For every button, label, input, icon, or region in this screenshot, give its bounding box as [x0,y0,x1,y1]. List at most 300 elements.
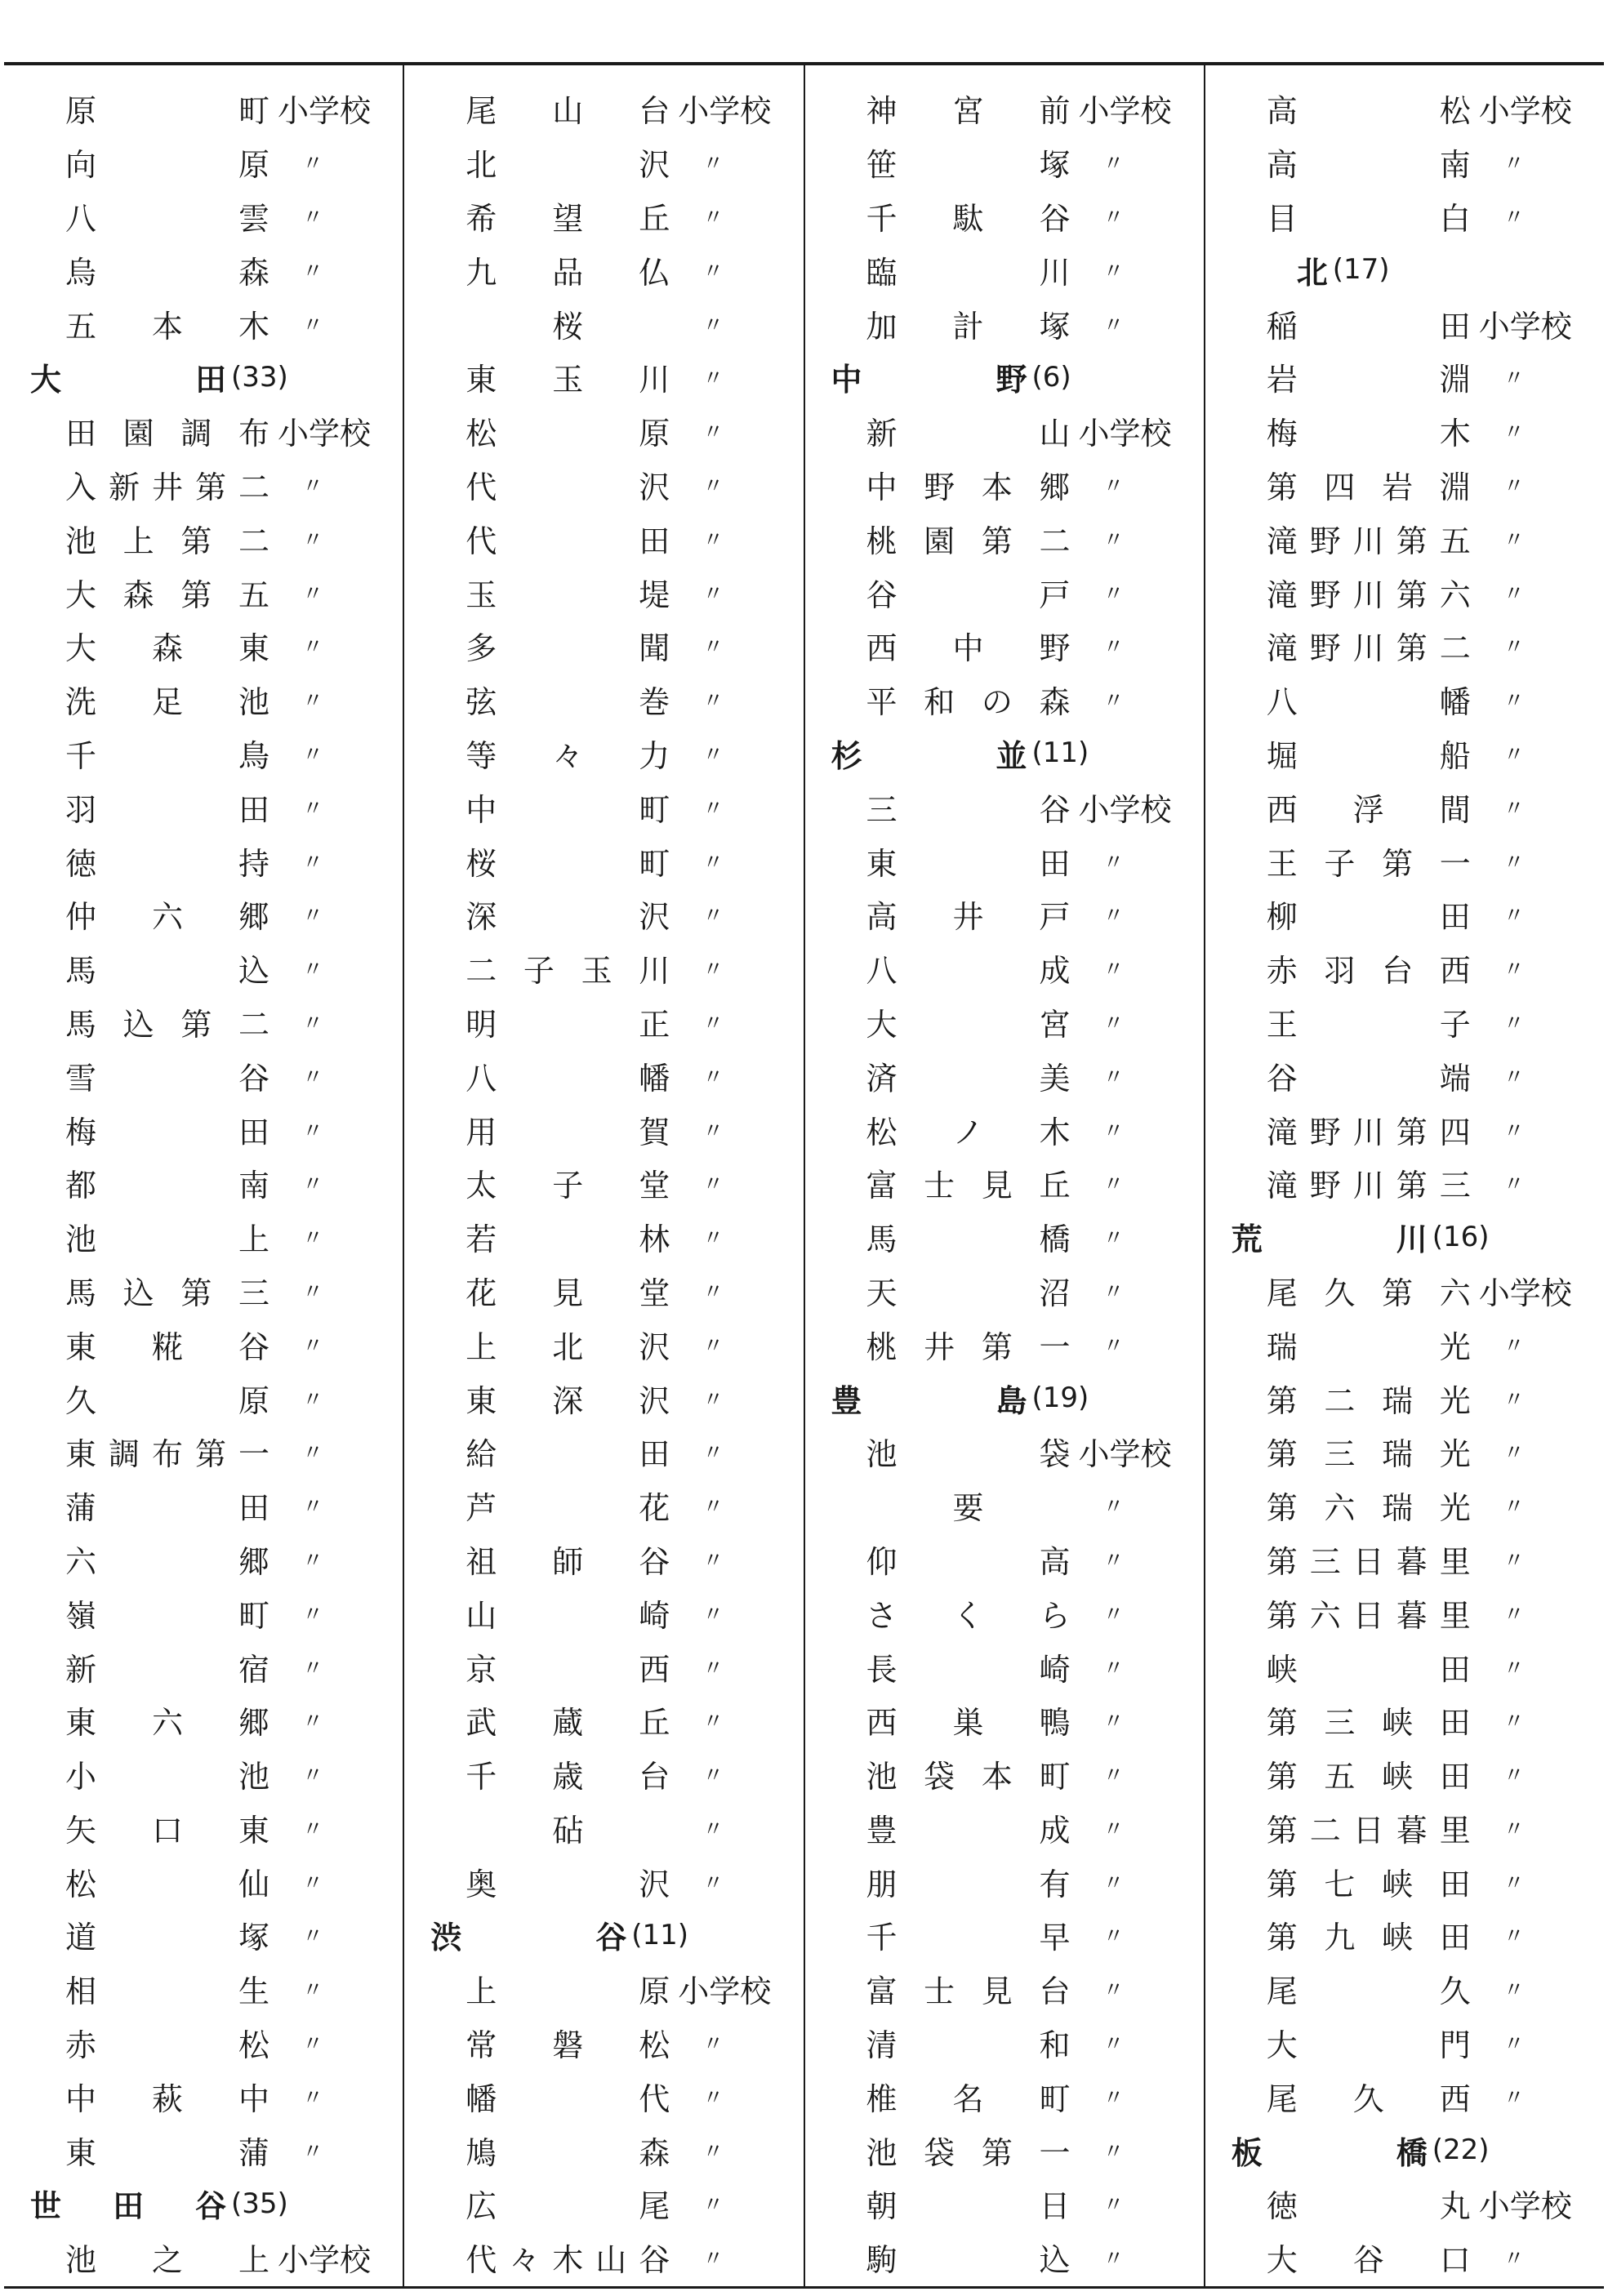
school-name: 馬 込 第 二 [65,1006,269,1043]
school-row [1205,673,1604,727]
school-row [404,1640,803,1693]
ditto-mark: 〃 [1503,1871,1525,1896]
ward-school-count: (17) [1332,253,1390,287]
ditto-mark: 〃 [702,1333,724,1359]
school-row [1205,350,1604,404]
ditto-mark: 〃 [702,152,724,177]
school-row [4,1962,403,2016]
ditto-mark: 〃 [1102,205,1125,230]
school-name: 三 谷 [866,791,1071,828]
school-name: 豊 成 [866,1812,1071,1849]
school-row [4,995,403,1049]
school-name: 西 中 野 [866,630,1071,667]
school-name: 奥 沢 [465,1866,670,1902]
school-name: 第 三 日 暮 里 [1266,1543,1471,1580]
ward-name: 豊 島 [831,1382,1027,1419]
ditto-mark: 〃 [1102,527,1125,553]
school-name: 第 六 日 暮 里 [1266,1597,1471,1634]
ditto-mark: 〃 [702,1764,724,1789]
school-name: 笹 塚 [866,147,1071,184]
ditto-mark: 〃 [1102,1172,1125,1198]
ditto-mark: 〃 [702,2032,724,2058]
school-name: 芦 花 [465,1490,670,1527]
school-row [4,565,403,619]
school-row [404,1479,803,1533]
school-row [4,511,403,565]
school-name: 赤 松 [65,2027,269,2064]
ditto-mark: 〃 [1503,1119,1525,1144]
school-row [1205,941,1604,995]
school-row [4,941,403,995]
ditto-mark: 〃 [302,1279,324,1305]
ditto-mark: 〃 [1503,1978,1525,2004]
school-row [1205,2177,1604,2231]
school-name: 八 雲 [65,200,269,237]
school-row [404,1317,803,1371]
school-name: 滝 野 川 第 三 [1266,1168,1471,1204]
school-row [805,1317,1204,1371]
school-name: 東 玉 川 [465,362,670,398]
ditto-mark: 〃 [1102,635,1125,661]
school-name: 松 仙 [65,1866,269,1902]
ditto-mark: 〃 [702,2085,724,2111]
school-row [404,296,803,350]
ditto-mark: 〃 [702,2247,724,2272]
school-name: 希 望 丘 [465,200,670,237]
school-row [1205,1425,1604,1479]
ditto-mark: 〃 [302,904,324,929]
school-row [404,136,803,189]
school-name: 嶺 町 [65,1597,269,1634]
ditto-mark: 〃 [302,1924,324,1950]
school-row [1205,1586,1604,1640]
school-row [1205,780,1604,834]
school-row [805,780,1204,834]
school-row [4,2016,403,2070]
school-name: 松 ノ 木 [866,1114,1071,1150]
school-row [1205,1533,1604,1586]
school-name: 天 沼 [866,1275,1071,1311]
school-name: 目 白 [1266,200,1471,237]
school-row [805,2069,1204,2123]
school-row [805,296,1204,350]
school-suffix: 小学校 [1078,791,1172,828]
column-1 [4,65,403,2286]
ward-name: 荒 川 [1231,1221,1428,1258]
school-name: 馬 込 第 三 [65,1275,269,1311]
ditto-mark: 〃 [1102,958,1125,983]
school-name: 長 崎 [866,1651,1071,1688]
ditto-mark: 〃 [302,1226,324,1252]
school-row [4,780,403,834]
ditto-mark: 〃 [302,1333,324,1359]
school-name: 弦 巻 [465,684,670,721]
school-row [404,1801,803,1855]
ditto-mark: 〃 [1503,527,1525,553]
school-suffix: 小学校 [1078,93,1172,130]
school-name: 仰 高 [866,1543,1071,1580]
ditto-mark: 〃 [702,367,724,392]
school-row [805,1801,1204,1855]
school-row [404,1962,803,2016]
ditto-mark: 〃 [1102,259,1125,284]
school-name: 祖 師 谷 [465,1543,670,1580]
ward-heading [1205,243,1604,296]
school-name: 太 子 堂 [465,1168,670,1204]
school-name: 済 美 [866,1060,1071,1097]
school-name: 朝 日 [866,2188,1071,2225]
school-name: 桜 町 [465,845,670,882]
ditto-mark: 〃 [702,635,724,661]
school-name: 北 沢 [465,147,670,184]
ditto-mark: 〃 [1102,1065,1125,1090]
school-name: 八 成 [866,953,1071,990]
school-row [805,1747,1204,1801]
ditto-mark: 〃 [1503,1548,1525,1573]
school-row [404,673,803,727]
ward-name: 北 [1296,254,1328,291]
column-4 [1204,65,1604,2286]
school-row [4,888,403,941]
ditto-mark: 〃 [1102,1764,1125,1789]
school-name: 代 沢 [465,469,670,505]
ward-heading [404,1908,803,1962]
ditto-mark: 〃 [1503,1387,1525,1413]
ditto-mark: 〃 [1503,1172,1525,1198]
ditto-mark: 〃 [1102,2139,1125,2165]
school-name: 東 調 布 第 一 [65,1436,269,1473]
school-row [4,1908,403,1962]
school-row [404,1371,803,1425]
school-name: 烏 森 [65,254,269,291]
ward-school-count: (16) [1432,1220,1490,1253]
school-row [805,1908,1204,1962]
school-name: 給 田 [465,1436,670,1473]
ditto-mark: 〃 [702,2139,724,2165]
ditto-mark: 〃 [702,1279,724,1305]
school-row [1205,727,1604,781]
school-name: 第 七 峡 田 [1266,1866,1471,1902]
ditto-mark: 〃 [702,689,724,714]
school-row [404,189,803,243]
school-name: 八 幡 [1266,684,1471,721]
school-row [404,2123,803,2177]
ditto-mark: 〃 [1503,958,1525,983]
ditto-mark: 〃 [1503,2032,1525,2058]
school-row [4,1264,403,1318]
ditto-mark: 〃 [702,1710,724,1735]
school-row [1205,1854,1604,1908]
school-row [805,1479,1204,1533]
school-row [404,1048,803,1102]
school-row [404,2069,803,2123]
ditto-mark: 〃 [1503,742,1525,768]
ditto-mark: 〃 [702,1387,724,1413]
ditto-mark: 〃 [1102,474,1125,499]
school-suffix: 小学校 [678,1973,772,2010]
ditto-mark: 〃 [1102,1119,1125,1144]
school-row [1205,1962,1604,2016]
school-row [805,136,1204,189]
school-row [4,834,403,888]
ditto-mark: 〃 [1503,1710,1525,1735]
school-name: 中 萩 中 [65,2080,269,2117]
ditto-mark: 〃 [1102,904,1125,929]
school-name: 東 田 [866,845,1071,882]
school-row [4,404,403,458]
ditto-mark: 〃 [1503,635,1525,661]
ditto-mark: 〃 [1102,313,1125,338]
school-row [1205,1693,1604,1747]
ward-name: 世 田 谷 [30,2188,226,2225]
ditto-mark: 〃 [302,581,324,607]
ward-school-count: (33) [231,360,288,394]
ditto-mark: 〃 [1102,1978,1125,2004]
school-name: 滝 野 川 第 二 [1266,630,1471,667]
school-name: 花 見 堂 [465,1275,670,1311]
school-name: 多 聞 [465,630,670,667]
school-row [4,1801,403,1855]
school-suffix: 小学校 [1478,93,1572,130]
school-name: 柳 田 [1266,899,1471,936]
school-row [4,136,403,189]
school-row [1205,2069,1604,2123]
school-row [404,1102,803,1156]
ditto-mark: 〃 [302,527,324,553]
school-name: 滝 野 川 第 四 [1266,1114,1471,1150]
ditto-mark: 〃 [1102,581,1125,607]
ward-school-count: (6) [1031,360,1071,394]
school-row [1205,1747,1604,1801]
school-row [805,2016,1204,2070]
school-name: 池 袋 第 一 [866,2134,1071,2171]
school-row [1205,565,1604,619]
ditto-mark: 〃 [302,205,324,230]
school-name: 高 松 [1266,93,1471,130]
ward-name: 渋 谷 [430,1920,627,1956]
ditto-mark: 〃 [302,689,324,714]
school-row [404,1854,803,1908]
ditto-mark: 〃 [702,1011,724,1036]
school-name: 馬 込 [65,953,269,990]
ditto-mark: 〃 [302,1119,324,1144]
school-name: 椎 名 町 [866,2080,1071,2117]
school-row [1205,1264,1604,1318]
school-name: 大 谷 口 [1266,2242,1471,2279]
school-name: さ く ら [866,1597,1071,1634]
school-name: 深 沢 [465,899,670,936]
ditto-mark: 〃 [1503,205,1525,230]
school-row [4,1371,403,1425]
school-suffix: 小学校 [1478,308,1572,345]
school-row [4,1210,403,1264]
ditto-mark: 〃 [702,1871,724,1896]
school-name: 大 門 [1266,2027,1471,2064]
school-row [404,2177,803,2231]
school-name: 梅 木 [1266,416,1471,452]
ditto-mark: 〃 [1102,1710,1125,1735]
school-name: 滝 野 川 第 六 [1266,576,1471,613]
school-row [404,243,803,296]
school-name: 原 町 [65,93,269,130]
ditto-mark: 〃 [1503,796,1525,821]
school-name: 東 蒲 [65,2134,269,2171]
school-row [404,1264,803,1318]
school-name: 京 西 [465,1651,670,1688]
school-name: 王 子 [1266,1006,1471,1043]
ditto-mark: 〃 [302,1495,324,1520]
ditto-mark: 〃 [1102,1279,1125,1305]
school-name: 加 計 塚 [866,308,1071,345]
school-row [404,2016,803,2070]
school-row [805,2177,1204,2231]
school-name: 向 原 [65,147,269,184]
school-row [404,511,803,565]
school-name: 第 九 峡 田 [1266,1920,1471,1956]
school-row [805,888,1204,941]
school-row [805,511,1204,565]
school-row [805,458,1204,512]
school-name: 尾 久 [1266,1973,1471,2010]
school-row [805,189,1204,243]
school-row [805,1102,1204,1156]
ditto-mark: 〃 [702,1172,724,1198]
ditto-mark: 〃 [302,2085,324,2111]
school-name: 西 浮 間 [1266,791,1471,828]
school-name: 常 磐 松 [465,2027,670,2064]
school-suffix: 小学校 [278,416,372,452]
school-row [404,1425,803,1479]
school-name: 田 園 調 布 [65,416,269,452]
school-name: 第 三 峡 田 [1266,1705,1471,1742]
ditto-mark: 〃 [1102,1548,1125,1573]
ditto-mark: 〃 [1102,2085,1125,2111]
ditto-mark: 〃 [702,527,724,553]
school-name: 池 袋 [866,1436,1071,1473]
school-row [1205,619,1604,673]
ditto-mark: 〃 [1102,1924,1125,1950]
school-row [404,458,803,512]
school-name: 入 新 井 第 二 [65,469,269,505]
ditto-mark: 〃 [1503,474,1525,499]
ditto-mark: 〃 [702,474,724,499]
ward-heading [1205,1210,1604,1264]
ditto-mark: 〃 [1503,850,1525,875]
school-row [4,1479,403,1533]
ditto-mark: 〃 [1102,2032,1125,2058]
school-row [1205,82,1604,136]
school-name: 朋 有 [866,1866,1071,1902]
ditto-mark: 〃 [1503,904,1525,929]
school-row [805,1210,1204,1264]
school-row [805,619,1204,673]
school-row [1205,296,1604,350]
school-suffix: 小学校 [1078,1436,1172,1473]
school-name: 要 [952,1490,984,1527]
school-row [404,1693,803,1747]
ditto-mark: 〃 [1503,1495,1525,1520]
school-name: 高 井 戸 [866,899,1071,936]
ward-name: 板 橋 [1231,2134,1428,2171]
ditto-mark: 〃 [1503,689,1525,714]
ward-heading [805,350,1204,404]
school-name: 蒲 田 [65,1490,269,1527]
ditto-mark: 〃 [302,1978,324,2004]
school-row [1205,1801,1604,1855]
school-row [4,458,403,512]
ditto-mark: 〃 [1102,1011,1125,1036]
school-name: 瑞 光 [1266,1328,1471,1365]
school-row [805,1533,1204,1586]
school-row [805,1425,1204,1479]
school-name: 九 品 仏 [465,254,670,291]
school-row [404,780,803,834]
school-row [805,941,1204,995]
school-name: 鳩 森 [465,2134,670,2171]
school-row [805,1640,1204,1693]
school-name: 尾 久 西 [1266,2080,1471,2117]
ditto-mark: 〃 [702,796,724,821]
school-row [1205,404,1604,458]
school-name: 富 士 見 台 [866,1973,1071,2010]
school-row [1205,1479,1604,1533]
school-name: 道 塚 [65,1920,269,1956]
school-suffix: 小学校 [1478,1275,1572,1311]
ditto-mark: 〃 [1503,1764,1525,1789]
school-row [404,727,803,781]
ditto-mark: 〃 [1102,152,1125,177]
school-name: 玉 堤 [465,576,670,613]
school-name: 滝 野 川 第 五 [1266,523,1471,559]
school-name: 尾 久 第 六 [1266,1275,1471,1311]
school-name: 代 々 木 山 谷 [465,2242,670,2279]
school-name: 東 深 沢 [465,1382,670,1419]
school-name: 高 南 [1266,147,1471,184]
school-row [4,2069,403,2123]
school-name: 等 々 力 [465,737,670,774]
school-row [4,2123,403,2177]
school-row [404,404,803,458]
school-name: 洗 足 池 [65,684,269,721]
ditto-mark: 〃 [302,152,324,177]
ditto-mark: 〃 [702,1065,724,1090]
school-name: 富 士 見 丘 [866,1168,1071,1204]
school-row [404,1210,803,1264]
school-name: 羽 田 [65,791,269,828]
school-row [4,1425,403,1479]
ditto-mark: 〃 [1503,1065,1525,1090]
school-row [805,673,1204,727]
school-name: 池 上 第 二 [65,523,269,559]
ditto-mark: 〃 [702,420,724,446]
ditto-mark: 〃 [702,1602,724,1627]
ditto-mark: 〃 [1102,1871,1125,1896]
school-suffix: 小学校 [278,2242,372,2279]
school-suffix: 小学校 [1078,416,1172,452]
school-name: 中 町 [465,791,670,828]
school-name: 大 宮 [866,1006,1071,1043]
school-name: 谷 戸 [866,576,1071,613]
school-row [1205,1640,1604,1693]
school-name: 八 幡 [465,1060,670,1097]
school-name: 徳 丸 [1266,2188,1471,2225]
school-name: 上 原 [465,1973,670,2010]
school-name: 臨 川 [866,254,1071,291]
school-name: 第 二 日 暮 里 [1266,1812,1471,1849]
school-name: 第 二 瑞 光 [1266,1382,1471,1419]
school-row [404,834,803,888]
school-row [1205,511,1604,565]
